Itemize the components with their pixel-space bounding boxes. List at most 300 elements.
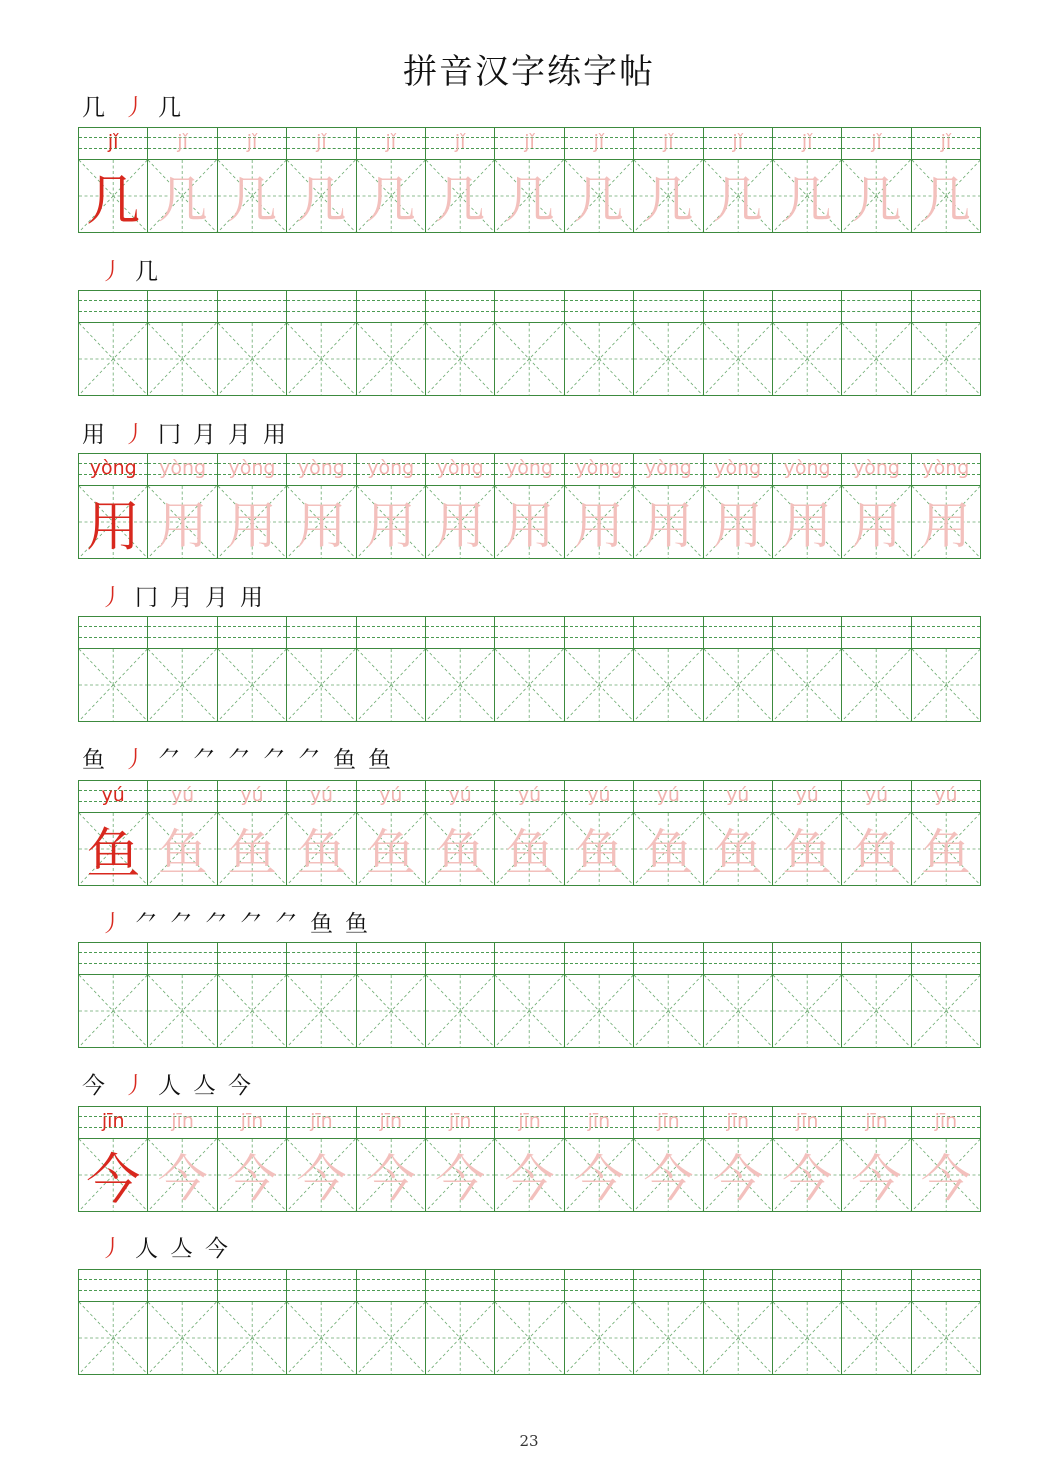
trace-character: 鱼 xyxy=(435,824,486,882)
pinyin-guide-line xyxy=(79,952,147,953)
pinyin-trace: yú xyxy=(795,784,819,806)
pinyin-guide-line xyxy=(495,626,563,627)
stroke-step: 鱼 xyxy=(345,911,368,937)
pinyin-band xyxy=(287,617,355,649)
tracing-cell xyxy=(79,781,148,885)
stroke-step: ⺈ xyxy=(170,911,193,937)
pinyin-trace: jīn xyxy=(240,1110,264,1132)
pinyin-band xyxy=(565,291,633,323)
character-box xyxy=(842,486,910,558)
pinyin-trace: jīn xyxy=(726,1110,750,1132)
pinyin-band xyxy=(426,291,494,323)
character-box xyxy=(704,813,772,885)
character-box xyxy=(287,813,355,885)
writing-cell[interactable] xyxy=(704,1270,773,1374)
stroke-step: ⺈ xyxy=(263,747,286,773)
pinyin-band xyxy=(912,943,980,975)
writing-cell[interactable] xyxy=(634,617,703,721)
trace-character: 几 xyxy=(504,171,555,229)
character-box xyxy=(357,1302,425,1374)
writing-cell[interactable] xyxy=(912,291,980,395)
pinyin-band xyxy=(79,291,147,323)
stroke-step: 丿 xyxy=(123,747,146,773)
stroke-order-line-practice xyxy=(100,578,263,612)
character-box xyxy=(287,975,355,1047)
writing-cell[interactable] xyxy=(495,943,564,1047)
trace-character: 用 xyxy=(296,497,347,555)
writing-cell[interactable] xyxy=(79,1270,148,1374)
pinyin-guide-line xyxy=(634,1290,702,1291)
pinyin-guide-line xyxy=(773,311,841,312)
tracing-cell xyxy=(218,1107,287,1211)
writing-cell[interactable] xyxy=(912,617,980,721)
character-box xyxy=(773,1139,841,1211)
character-box xyxy=(634,1302,702,1374)
writing-cell[interactable] xyxy=(287,943,356,1047)
character-box xyxy=(79,1302,147,1374)
pinyin-guide-line xyxy=(148,626,216,627)
pinyin-guide-line xyxy=(634,626,702,627)
character-box xyxy=(704,1139,772,1211)
character-box xyxy=(912,323,980,395)
writing-cell[interactable] xyxy=(495,617,564,721)
pinyin-guide-line xyxy=(912,963,980,964)
character-box xyxy=(218,975,286,1047)
writing-cell[interactable] xyxy=(218,291,287,395)
character-box xyxy=(79,160,147,232)
tracing-cell xyxy=(842,1107,911,1211)
tracing-grid xyxy=(78,127,981,233)
character-box xyxy=(634,486,702,558)
pinyin-guide-line xyxy=(495,300,563,301)
pinyin-guide-line xyxy=(426,963,494,964)
writing-cell[interactable] xyxy=(79,943,148,1047)
writing-cell[interactable] xyxy=(357,617,426,721)
writing-cell[interactable] xyxy=(218,617,287,721)
pinyin-guide-line xyxy=(912,311,980,312)
pinyin-guide-line xyxy=(287,311,355,312)
pinyin-guide-line xyxy=(287,1279,355,1280)
trace-character: 今 xyxy=(365,1150,416,1208)
writing-cell[interactable] xyxy=(565,1270,634,1374)
writing-cell[interactable] xyxy=(426,1270,495,1374)
stroke-order-line xyxy=(82,740,391,774)
stroke-step: ⺈ xyxy=(158,747,181,773)
character-box xyxy=(912,1139,980,1211)
character-box xyxy=(565,1139,633,1211)
pinyin-guide-line xyxy=(842,1279,910,1280)
tian-ge-guides xyxy=(357,975,425,1047)
character-box xyxy=(773,813,841,885)
pinyin-band xyxy=(565,1270,633,1302)
pinyin-band xyxy=(287,291,355,323)
pinyin-trace: jǐ xyxy=(177,131,188,153)
trace-character: 几 xyxy=(226,171,277,229)
character-box xyxy=(773,160,841,232)
writing-cell[interactable] xyxy=(495,1270,564,1374)
tian-ge-guides xyxy=(912,649,980,721)
pinyin-model: yú xyxy=(101,784,125,806)
tracing-cell xyxy=(426,454,495,558)
character-box xyxy=(426,813,494,885)
tian-ge-guides xyxy=(148,975,216,1047)
trace-character: 几 xyxy=(851,171,902,229)
pinyin-band xyxy=(495,943,563,975)
pinyin-guide-line xyxy=(357,963,425,964)
pinyin-guide-line xyxy=(634,637,702,638)
pinyin-guide-line xyxy=(912,626,980,627)
pinyin-trace: yòng xyxy=(853,457,900,479)
pinyin-guide-line xyxy=(426,1279,494,1280)
stroke-step: 鱼 xyxy=(333,747,356,773)
tracing-cell xyxy=(79,454,148,558)
pinyin-guide-line xyxy=(426,952,494,953)
tian-ge-guides xyxy=(148,1302,216,1374)
pinyin-guide-line xyxy=(842,952,910,953)
writing-cell[interactable] xyxy=(842,617,911,721)
writing-cell[interactable] xyxy=(773,291,842,395)
character-box xyxy=(148,1302,216,1374)
trace-character: 今 xyxy=(851,1150,902,1208)
pinyin-band xyxy=(565,943,633,975)
tracing-cell xyxy=(912,1107,980,1211)
writing-cell[interactable] xyxy=(704,943,773,1047)
pinyin-trace: jǐ xyxy=(732,131,743,153)
pinyin-guide-line xyxy=(357,637,425,638)
pinyin-band xyxy=(912,1270,980,1302)
pinyin-guide-line xyxy=(218,963,286,964)
practice-grid xyxy=(78,942,981,1048)
tracing-cell xyxy=(495,781,564,885)
writing-cell[interactable] xyxy=(79,291,148,395)
pinyin-band xyxy=(842,943,910,975)
tian-ge-guides xyxy=(773,1302,841,1374)
writing-cell[interactable] xyxy=(287,1270,356,1374)
character-box xyxy=(495,160,563,232)
tracing-cell xyxy=(287,1107,356,1211)
tian-ge-guides xyxy=(495,975,563,1047)
writing-cell[interactable] xyxy=(426,617,495,721)
pinyin-trace: yú xyxy=(448,784,472,806)
stroke-order-char: 今 xyxy=(82,1073,105,1099)
writing-cell[interactable] xyxy=(704,617,773,721)
trace-character: 鱼 xyxy=(643,824,694,882)
character-box xyxy=(426,1139,494,1211)
pinyin-trace: yú xyxy=(726,784,750,806)
character-box xyxy=(426,486,494,558)
writing-cell[interactable] xyxy=(565,943,634,1047)
pinyin-band xyxy=(148,943,216,975)
tracing-cell xyxy=(495,454,564,558)
trace-character: 今 xyxy=(782,1150,833,1208)
pinyin-guide-line xyxy=(218,637,286,638)
writing-cell[interactable] xyxy=(357,943,426,1047)
pinyin-band xyxy=(495,617,563,649)
tian-ge-guides xyxy=(426,649,494,721)
pinyin-band xyxy=(218,943,286,975)
pinyin-band xyxy=(148,617,216,649)
stroke-step: 冂 xyxy=(135,585,158,611)
writing-cell[interactable] xyxy=(357,291,426,395)
pinyin-band xyxy=(773,943,841,975)
trace-character: 鱼 xyxy=(504,824,555,882)
trace-character: 鱼 xyxy=(573,824,624,882)
writing-cell[interactable] xyxy=(148,291,217,395)
trace-character: 用 xyxy=(435,497,486,555)
tian-ge-guides xyxy=(495,323,563,395)
pinyin-band xyxy=(773,291,841,323)
tracing-cell xyxy=(912,128,980,232)
tian-ge-guides xyxy=(842,975,910,1047)
pinyin-guide-line xyxy=(218,300,286,301)
tian-ge-guides xyxy=(287,1302,355,1374)
pinyin-trace: jīn xyxy=(448,1110,472,1132)
pinyin-guide-line xyxy=(357,300,425,301)
pinyin-band xyxy=(634,1270,702,1302)
pinyin-guide-line xyxy=(287,1290,355,1291)
writing-cell[interactable] xyxy=(287,617,356,721)
practice-grid xyxy=(78,1269,981,1375)
pinyin-guide-line xyxy=(426,637,494,638)
pinyin-trace: yòng xyxy=(297,457,345,479)
character-box xyxy=(842,1139,910,1211)
character-box xyxy=(218,649,286,721)
tian-ge-guides xyxy=(912,975,980,1047)
stroke-step: 今 xyxy=(205,1236,228,1262)
pinyin-guide-line xyxy=(704,1279,772,1280)
pinyin-band xyxy=(634,291,702,323)
character-box xyxy=(287,160,355,232)
pinyin-trace: jǐ xyxy=(663,131,674,153)
character-box xyxy=(773,323,841,395)
tian-ge-guides xyxy=(704,1302,772,1374)
pinyin-guide-line xyxy=(634,963,702,964)
pinyin-band xyxy=(495,1270,563,1302)
pinyin-guide-line xyxy=(704,952,772,953)
model-character: 鱼 xyxy=(86,821,141,885)
tracing-cell xyxy=(426,781,495,885)
pinyin-guide-line xyxy=(842,626,910,627)
pinyin-trace: jīn xyxy=(310,1110,333,1132)
writing-cell[interactable] xyxy=(773,943,842,1047)
character-box xyxy=(634,813,702,885)
writing-cell[interactable] xyxy=(148,943,217,1047)
pinyin-trace: jīn xyxy=(518,1110,541,1132)
pinyin-guide-line xyxy=(495,952,563,953)
pinyin-trace: jīn xyxy=(865,1110,888,1132)
tian-ge-guides xyxy=(218,975,286,1047)
pinyin-trace: jǐ xyxy=(940,131,952,153)
character-box xyxy=(148,649,216,721)
character-box xyxy=(704,975,772,1047)
pinyin-band xyxy=(357,1270,425,1302)
pinyin-trace: jǐ xyxy=(385,131,397,153)
tian-ge-guides xyxy=(495,649,563,721)
writing-cell[interactable] xyxy=(773,1270,842,1374)
writing-cell[interactable] xyxy=(842,1270,911,1374)
pinyin-trace: yòng xyxy=(714,457,762,479)
pinyin-guide-line xyxy=(148,311,216,312)
pinyin-band xyxy=(287,943,355,975)
pinyin-band xyxy=(773,617,841,649)
tracing-cell xyxy=(79,128,148,232)
page-title: 拼音汉字练字帖 xyxy=(403,52,655,92)
model-character: 今 xyxy=(86,1147,141,1211)
pinyin-guide-line xyxy=(773,952,841,953)
pinyin-guide-line xyxy=(773,637,841,638)
pinyin-guide-line xyxy=(912,1290,980,1291)
writing-cell[interactable] xyxy=(565,617,634,721)
writing-cell[interactable] xyxy=(148,617,217,721)
pinyin-trace: jǐ xyxy=(316,131,327,153)
stroke-step: ⺈ xyxy=(275,911,298,937)
pinyin-band xyxy=(912,291,980,323)
trace-character: 几 xyxy=(920,171,971,229)
tracing-cell xyxy=(565,128,634,232)
tracing-cell xyxy=(565,781,634,885)
trace-character: 鱼 xyxy=(712,824,763,882)
trace-character: 几 xyxy=(782,171,833,229)
tian-ge-guides xyxy=(704,649,772,721)
pinyin-guide-line xyxy=(773,300,841,301)
writing-cell[interactable] xyxy=(495,291,564,395)
character-box xyxy=(218,323,286,395)
tian-ge-guides xyxy=(495,1302,563,1374)
character-box xyxy=(357,486,425,558)
stroke-order-char: 几 xyxy=(82,95,105,121)
tracing-cell xyxy=(634,781,703,885)
trace-character: 今 xyxy=(296,1150,347,1208)
stroke-step: ⺈ xyxy=(135,911,158,937)
pinyin-trace: jīn xyxy=(934,1110,958,1132)
tracing-cell xyxy=(704,128,773,232)
pinyin-trace: yòng xyxy=(783,457,831,479)
trace-character: 用 xyxy=(365,497,416,555)
tian-ge-guides xyxy=(357,1302,425,1374)
pinyin-guide-line xyxy=(565,963,633,964)
writing-cell[interactable] xyxy=(426,943,495,1047)
character-box xyxy=(565,649,633,721)
stroke-step: 鱼 xyxy=(368,747,391,773)
character-box xyxy=(79,323,147,395)
pinyin-guide-line xyxy=(773,1290,841,1291)
writing-cell[interactable] xyxy=(704,291,773,395)
writing-cell[interactable] xyxy=(218,1270,287,1374)
tian-ge-guides xyxy=(704,975,772,1047)
pinyin-trace: jǐ xyxy=(593,131,605,153)
writing-cell[interactable] xyxy=(565,291,634,395)
writing-cell[interactable] xyxy=(634,943,703,1047)
pinyin-guide-line xyxy=(565,1290,633,1291)
writing-cell[interactable] xyxy=(842,943,911,1047)
tian-ge-guides xyxy=(565,975,633,1047)
pinyin-guide-line xyxy=(148,952,216,953)
tracing-cell xyxy=(287,781,356,885)
writing-cell[interactable] xyxy=(912,943,980,1047)
pinyin-trace: jǐ xyxy=(801,131,813,153)
pinyin-guide-line xyxy=(426,1290,494,1291)
character-box xyxy=(148,160,216,232)
writing-cell[interactable] xyxy=(912,1270,980,1374)
pinyin-guide-line xyxy=(287,637,355,638)
writing-cell[interactable] xyxy=(148,1270,217,1374)
pinyin-band xyxy=(842,617,910,649)
pinyin-guide-line xyxy=(287,626,355,627)
character-box xyxy=(218,1302,286,1374)
trace-character: 用 xyxy=(851,497,902,555)
writing-cell[interactable] xyxy=(357,1270,426,1374)
pinyin-band xyxy=(218,617,286,649)
character-box xyxy=(287,486,355,558)
stroke-step: 用 xyxy=(263,422,286,448)
writing-cell[interactable] xyxy=(634,291,703,395)
pinyin-band xyxy=(634,943,702,975)
stroke-order-line-practice xyxy=(100,252,158,286)
pinyin-guide-line xyxy=(704,626,772,627)
character-box xyxy=(79,1139,147,1211)
trace-character: 几 xyxy=(435,171,486,229)
trace-character: 今 xyxy=(157,1150,208,1208)
tian-ge-guides xyxy=(842,1302,910,1374)
pinyin-guide-line xyxy=(79,311,147,312)
trace-character: 鱼 xyxy=(920,824,971,882)
pinyin-band xyxy=(426,617,494,649)
writing-cell[interactable] xyxy=(287,291,356,395)
writing-cell[interactable] xyxy=(773,617,842,721)
character-box xyxy=(287,1302,355,1374)
character-box xyxy=(218,160,286,232)
character-box xyxy=(148,323,216,395)
tian-ge-guides xyxy=(634,649,702,721)
character-box xyxy=(357,323,425,395)
pinyin-guide-line xyxy=(357,1290,425,1291)
pinyin-trace: yú xyxy=(517,784,542,806)
writing-cell[interactable] xyxy=(79,617,148,721)
writing-cell[interactable] xyxy=(426,291,495,395)
pinyin-guide-line xyxy=(842,637,910,638)
character-box xyxy=(634,323,702,395)
pinyin-trace: jīn xyxy=(171,1110,194,1132)
pinyin-guide-line xyxy=(565,300,633,301)
trace-character: 几 xyxy=(712,171,763,229)
pinyin-guide-line xyxy=(704,1290,772,1291)
tracing-cell xyxy=(842,128,911,232)
stroke-step: ⺈ xyxy=(193,747,216,773)
writing-cell[interactable] xyxy=(218,943,287,1047)
pinyin-trace: yú xyxy=(170,784,195,806)
character-box xyxy=(79,486,147,558)
trace-character: 今 xyxy=(920,1150,971,1208)
character-box xyxy=(218,486,286,558)
tracing-cell xyxy=(426,1107,495,1211)
trace-character: 今 xyxy=(504,1150,555,1208)
tian-ge-guides xyxy=(79,323,147,395)
character-box xyxy=(426,1302,494,1374)
pinyin-trace: yú xyxy=(587,784,611,806)
character-box xyxy=(704,486,772,558)
pinyin-trace: jǐ xyxy=(871,131,882,153)
writing-cell[interactable] xyxy=(842,291,911,395)
pinyin-guide-line xyxy=(495,1279,563,1280)
pinyin-band xyxy=(218,291,286,323)
pinyin-model: yòng xyxy=(89,457,137,479)
tian-ge-guides xyxy=(218,649,286,721)
writing-cell[interactable] xyxy=(634,1270,703,1374)
pinyin-guide-line xyxy=(79,1279,147,1280)
pinyin-band xyxy=(287,1270,355,1302)
pinyin-guide-line xyxy=(148,1279,216,1280)
pinyin-guide-line xyxy=(287,952,355,953)
